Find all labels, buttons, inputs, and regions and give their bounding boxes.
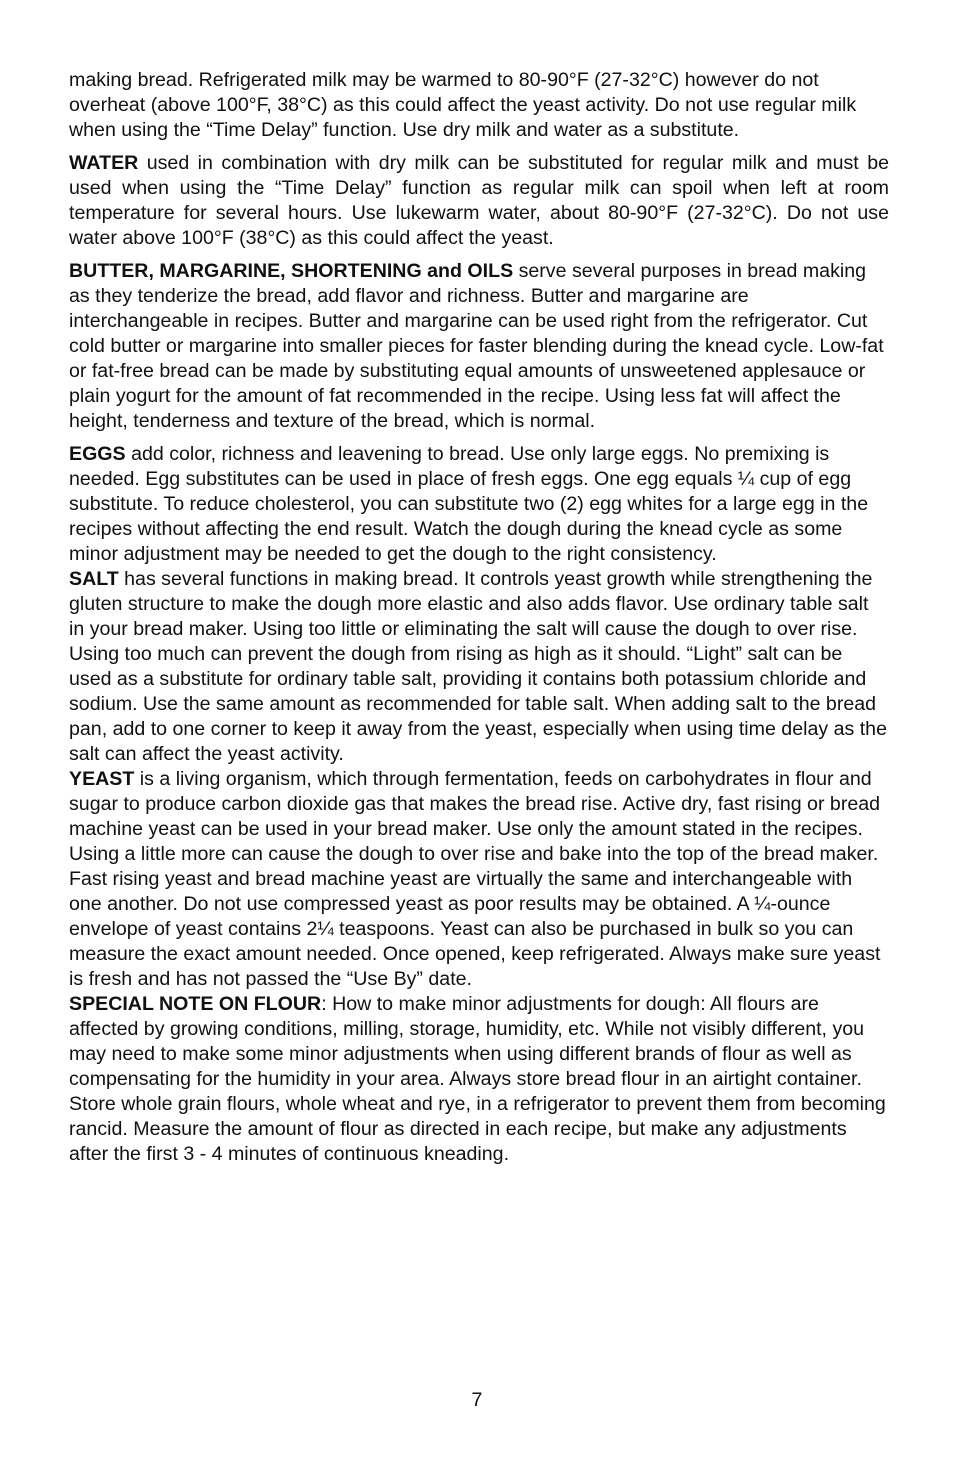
eggs-paragraph [69,442,889,567]
paragraph-text: has several functions in making bread. It controls yeast growth while strengthening the gluten structure to make the dough more elastic and also adds flavor. Use ordinary table salt in your bread maker. Using too little or eliminating the salt will cause the dough to over rise. Using too much can prevent the dough from rising as high as it should. “Light” salt can be used as a substitute for ordinary table salt, providing it contains both potassium chloride and sodium. Use the same amount as recommended for table salt. When adding salt to the bread pan, add to one corner to keep it away from the yeast, especially when using time delay as the salt can affect the yeast activity. [69,568,887,765]
paragraph-text: : How to make minor adjustments for dough: All flours are affected by growing conditions, milling, storage, humidity, etc. While not visibly different, you may need to make some minor adjustments when using different brands of flour as well as compensating for the humidity in your area. Always store bread flour in an airtight container. Store whole grain flours, whole wheat and rye, in a refrigerator to prevent them from becoming rancid. Measure the amount of flour as directed in each recipe, but make any adjustments after the first 3 - 4 minutes of continuous kneading. [69,993,886,1165]
yeast-paragraph [69,767,889,992]
term-fats: BUTTER, MARGARINE, SHORTENING and OILS [69,260,514,282]
term-water: WATER [69,152,139,174]
paragraph-text: is a living organism, which through fermentation, feeds on carbohydrates in flour and sugar to produce carbon dioxide gas that makes the bread rise. Active dry, fast rising or bread machine yeast can be used in your bread maker. Use only the amount stated in the recipes. Using a little more can cause the dough to over rise and bake into the top of the bread maker. Fast rising yeast and bread machine yeast are virtually the same and interchangeable with one another. Do not use compressed yeast as poor results may be obtained. A ¼-ounce envelope of yeast contains 2¼ teaspoons. Yeast can also be purchased in bulk so you can measure the exact amount needed. Once opened, keep refrigerated. Always make sure yeast is fresh and has not passed the “Use By” date. [69,768,881,990]
paragraph-text: add color, richness and leavening to bread. Use only large eggs. No premixing is needed. Egg substitutes can be used in place of fresh eggs. One egg equals ¼ cup of egg substitute. To reduce cholesterol, you can substitute two (2) egg whites for a large egg in the recipes without affecting the end result. Watch the dough during the knead cycle as some minor adjustment may be needed to get the dough to the right consistency. [69,443,869,565]
term-yeast: YEAST [69,768,135,790]
flour-note-paragraph [69,992,889,1167]
term-eggs: EGGS [69,443,126,465]
fats-paragraph [69,259,889,434]
manual-page-body [69,68,889,1167]
water-paragraph [69,151,889,251]
term-flour-note: SPECIAL NOTE ON FLOUR [69,993,322,1015]
paragraph-text: making bread. Refrigerated milk may be warmed to 80-90°F (27-32°C) however do not overheat (above 100°F, 38°C) as this could affect the yeast activity. Do not use regular milk when using the “Time Delay” function. Use dry milk and water as a substitute. [69,69,857,141]
term-salt: SALT [69,568,119,590]
milk-continuation-paragraph [69,68,889,143]
paragraph-text: used in combination with dry milk can be substituted for regular milk and must be used when using the “Time Delay” function as regular milk can spoil when left at room temperature for several hours. Use lukewarm water, about 80-90°F (27-32°C). Do not use water above 100°F (38°C) as this could affect the yeast. [69,152,889,249]
page-number: 7 [471,1389,483,1411]
paragraph-text: serve several purposes in bread making as they tenderize the bread, add flavor and richness. Butter and margarine are interchangeable in recipes. Butter and margarine can be used right from the refrigerator. Cut cold butter or margarine into smaller pieces for faster blending during the knead cycle. Low-fat or fat-free bread can be made by substituting equal amounts of unsweetened applesauce or plain yogurt for the amount of fat recommended in the recipe. Using less fat will affect the height, tenderness and texture of the bread, which is normal. [69,260,884,432]
salt-paragraph [69,567,889,767]
